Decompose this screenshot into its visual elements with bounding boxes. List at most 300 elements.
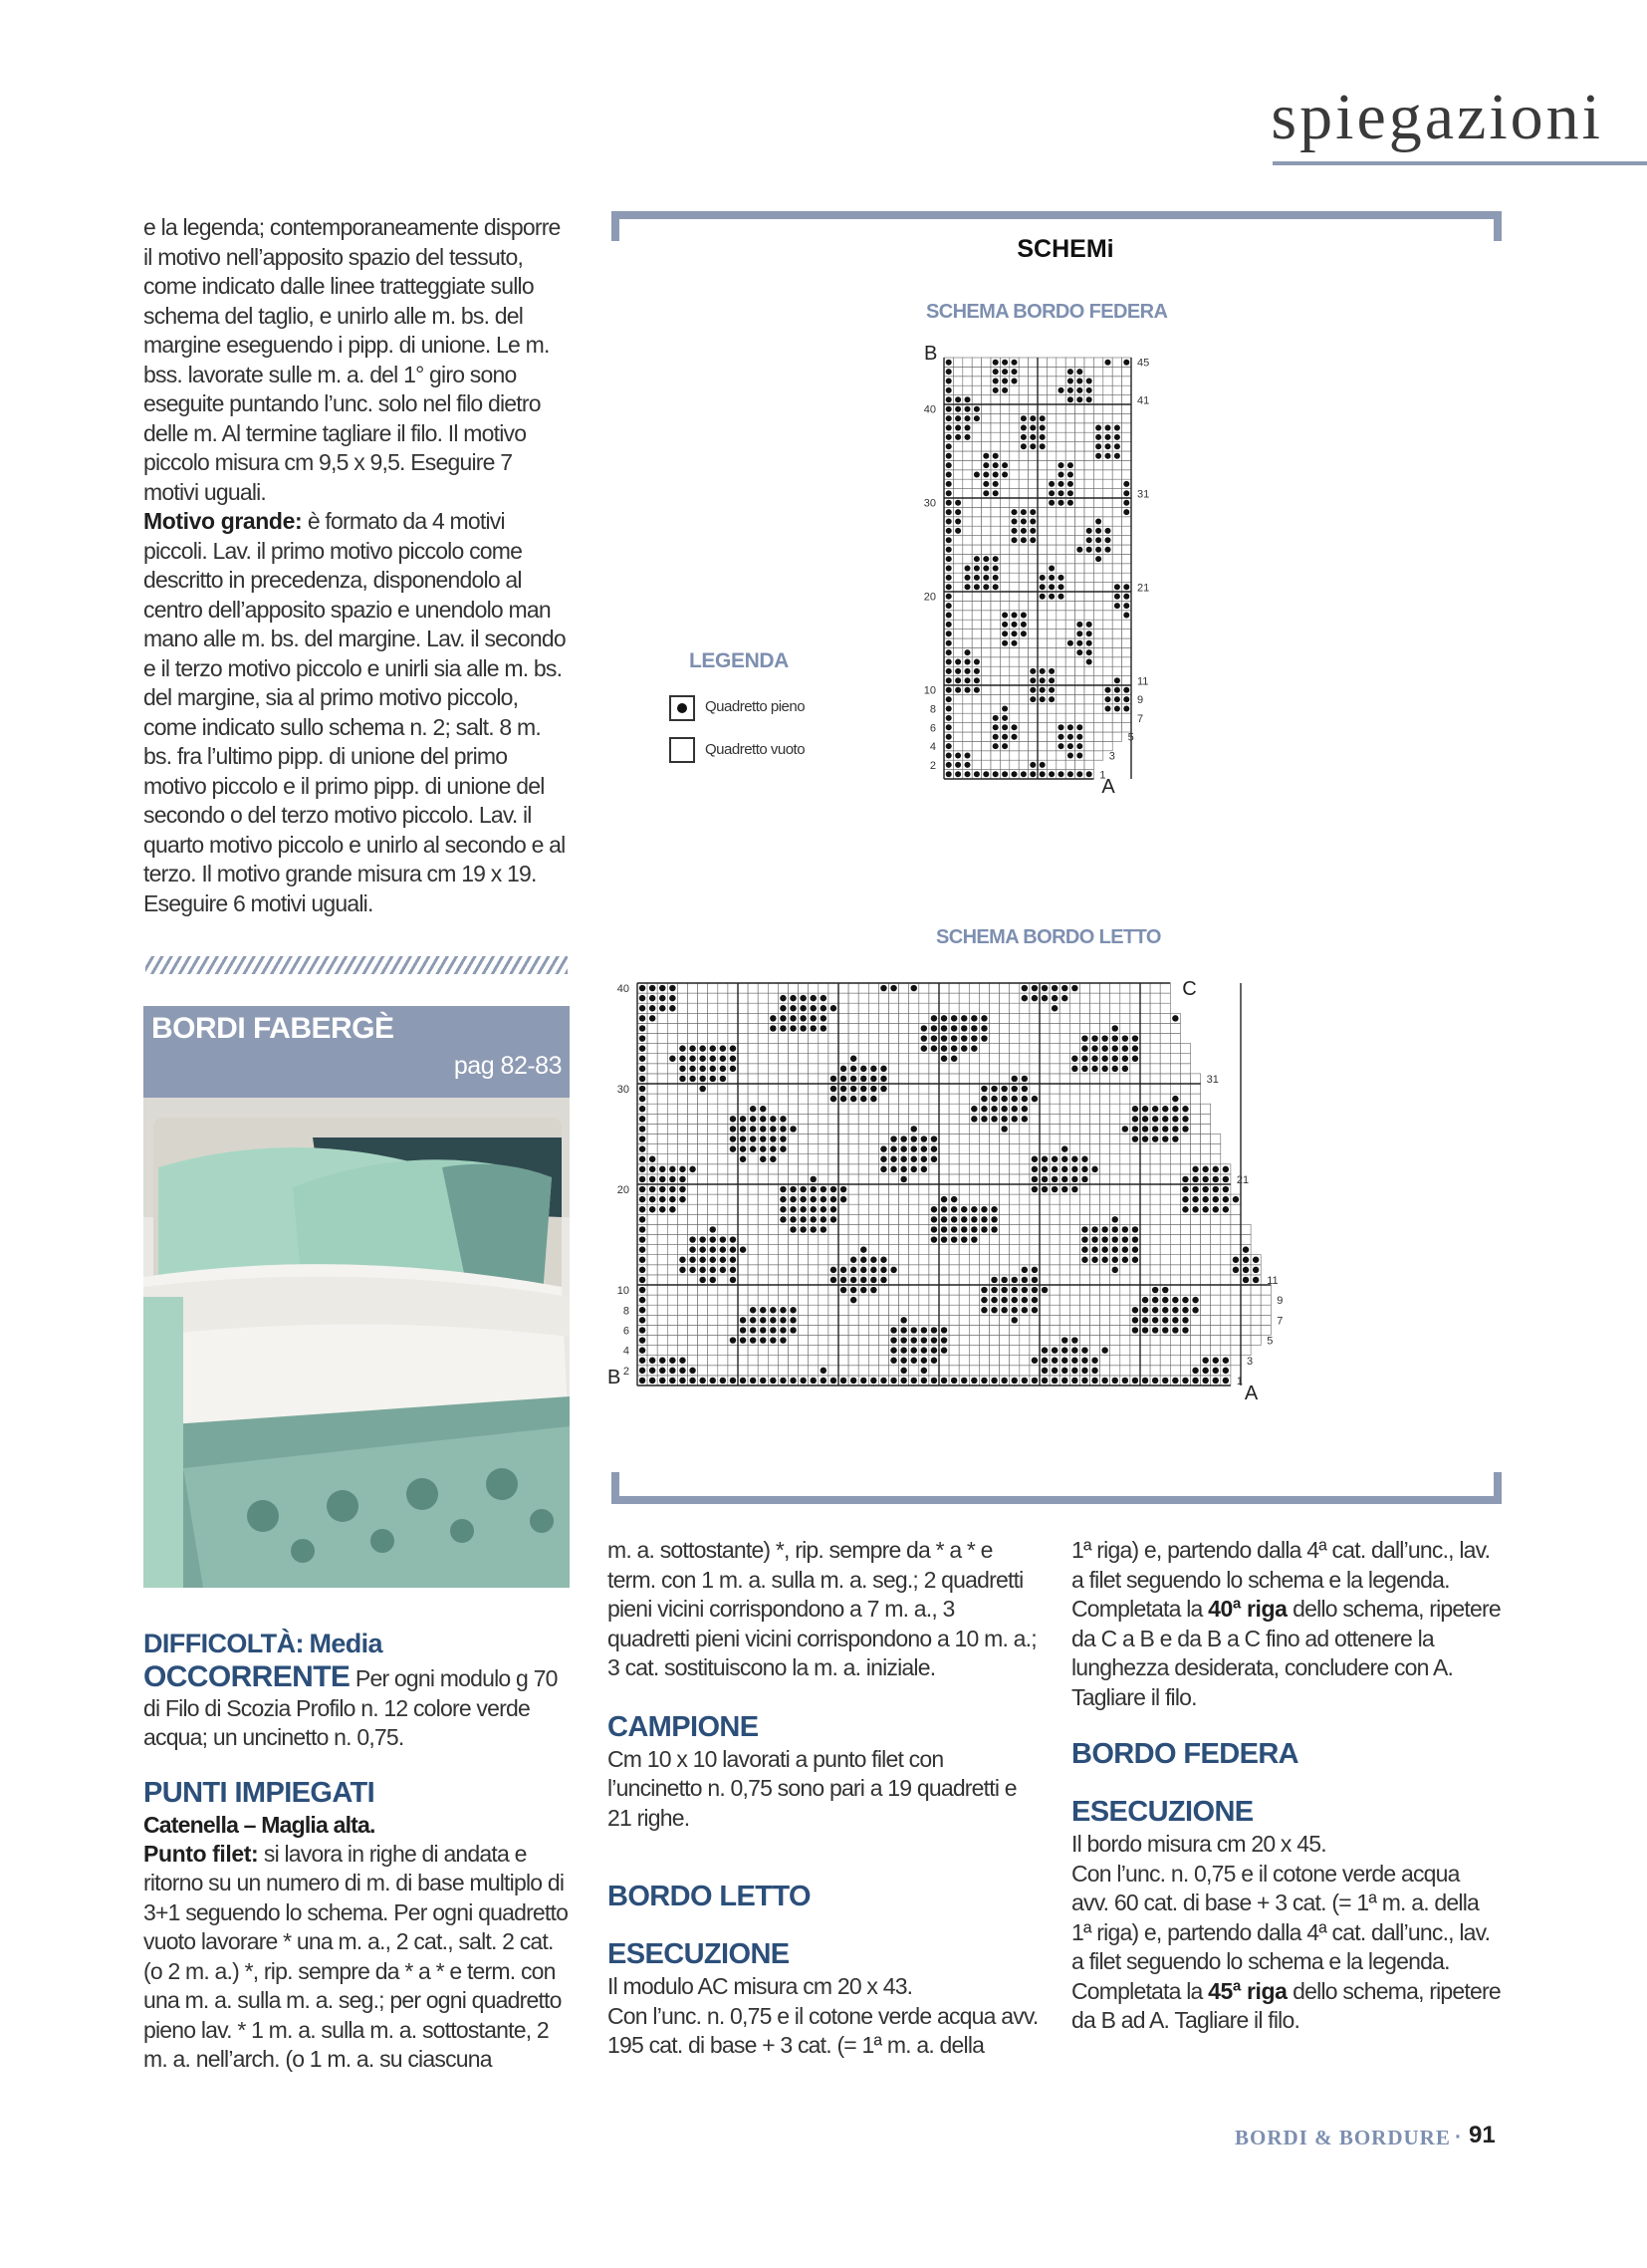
chart-cell	[758, 1255, 768, 1265]
filled-square-dot	[1142, 1116, 1148, 1122]
filled-square-dot	[1052, 1347, 1058, 1353]
chart-cell	[728, 1285, 738, 1295]
filled-square-dot	[1142, 1135, 1148, 1141]
chart-cell	[1079, 1315, 1089, 1325]
filled-square-dot	[1081, 1378, 1087, 1384]
chart-cell	[1065, 601, 1074, 610]
filled-square-dot	[639, 1287, 645, 1293]
chart-cell	[657, 1245, 667, 1255]
chart-cell	[949, 1346, 959, 1356]
filled-square-dot	[790, 1317, 796, 1323]
chart-cell	[982, 694, 991, 703]
filled-square-dot	[1123, 509, 1129, 515]
chart-cell	[929, 1054, 939, 1064]
chart-cell	[1103, 657, 1112, 666]
chart-cell	[1029, 573, 1038, 582]
chart-cell	[809, 1074, 819, 1084]
chart-cell	[990, 1356, 1000, 1366]
filled-square-dot	[639, 1015, 645, 1021]
filled-square-dot	[860, 1096, 866, 1102]
filled-square-dot	[1104, 705, 1110, 711]
filled-square-dot	[1022, 1287, 1028, 1293]
chart-cell	[1150, 1346, 1160, 1356]
filled-square-dot	[639, 1005, 645, 1011]
chart-cell	[1211, 1214, 1221, 1224]
filled-square-dot	[639, 1206, 645, 1212]
chart-cell	[1180, 1285, 1190, 1295]
chart-cell	[667, 1064, 677, 1074]
occorrente-text: Per ogni modulo g 70 di Filo di Scozia Profilo n. 12 colore verde acqua; un uncinetto n. 0,75.	[143, 1664, 558, 1750]
chart-cell	[1030, 1134, 1040, 1144]
chart-cell	[1100, 1114, 1110, 1124]
chart-cell	[667, 1305, 677, 1315]
chart-cell	[1019, 685, 1028, 694]
chart-cell	[969, 1074, 979, 1084]
filled-square-dot	[971, 1236, 977, 1242]
chart-cell	[1079, 1144, 1089, 1154]
chart-cell	[991, 592, 1000, 601]
chart-cell	[1069, 1114, 1079, 1124]
chart-cell	[1057, 620, 1065, 629]
chart-cell	[838, 1154, 848, 1164]
chart-cell	[1038, 713, 1047, 722]
chart-cell	[858, 1044, 868, 1054]
chart-cell	[1160, 1346, 1170, 1356]
chart-cell	[809, 1084, 819, 1094]
filled-square-dot	[1001, 1277, 1007, 1283]
filled-square-dot	[870, 1378, 876, 1384]
chart-cell	[1211, 1144, 1221, 1154]
chart-cell	[1010, 647, 1019, 656]
filled-square-dot	[850, 1267, 856, 1273]
chart-cell	[1122, 545, 1131, 554]
filled-square-dot	[993, 453, 999, 459]
chart-cell	[1103, 517, 1112, 526]
chart-cell	[1038, 451, 1047, 460]
chart-cell	[1103, 554, 1112, 563]
filled-square-dot	[1040, 434, 1046, 440]
chart-cell	[838, 1013, 848, 1023]
chart-cell	[1065, 713, 1074, 722]
chart-cell	[1170, 1044, 1180, 1054]
chart-cell	[889, 1305, 899, 1315]
chart-cell	[1090, 1084, 1100, 1094]
chart-cell	[1069, 1144, 1079, 1154]
chart-cell	[748, 1245, 758, 1255]
filled-square-dot	[1122, 1066, 1128, 1072]
chart-cell	[982, 620, 991, 629]
chart-cell	[959, 983, 969, 993]
filled-square-dot	[649, 1156, 655, 1162]
chart-cell	[1090, 1194, 1100, 1204]
chart-cell	[1160, 1265, 1170, 1275]
chart-cell	[1180, 1245, 1190, 1255]
chart-cell	[982, 657, 991, 666]
chart-cell	[1059, 1285, 1069, 1295]
chart-cell	[1019, 592, 1028, 601]
filled-square-dot	[1049, 575, 1055, 581]
chart-cell	[939, 983, 949, 993]
filled-square-dot	[941, 1035, 947, 1041]
chart-cell	[959, 1366, 969, 1376]
chart-cell	[972, 367, 981, 376]
filled-square-dot	[1021, 771, 1027, 777]
chart-cell	[1180, 1064, 1190, 1074]
chart-cell	[1112, 377, 1121, 385]
filled-square-dot	[840, 1378, 846, 1384]
filled-square-dot	[981, 1025, 987, 1031]
chart-cell	[979, 1184, 989, 1194]
chart-cell	[1030, 1124, 1040, 1134]
filled-square-dot	[993, 734, 999, 740]
chart-cell	[828, 993, 838, 1003]
chart-cell	[1019, 358, 1028, 367]
chart-cell	[1093, 647, 1102, 656]
chart-cell	[1100, 1285, 1110, 1295]
chart-cell	[838, 1295, 848, 1305]
chart-cell	[991, 611, 1000, 620]
chart-cell	[708, 1104, 718, 1114]
chart-cell	[1010, 983, 1020, 993]
chart-cell	[1019, 760, 1028, 769]
chart-cell	[728, 1214, 738, 1224]
chart-cell	[1065, 545, 1074, 554]
filled-square-dot	[1032, 985, 1038, 991]
filled-square-dot	[1091, 1056, 1097, 1062]
chart-cell	[848, 1245, 858, 1255]
chart-cell	[1075, 611, 1084, 620]
chart-cell	[1000, 507, 1009, 516]
filled-square-dot	[1076, 622, 1082, 628]
chart-cell	[1140, 1214, 1150, 1224]
filled-square-dot	[1076, 630, 1082, 636]
filled-square-dot	[1021, 518, 1027, 524]
chart-cell	[789, 1164, 799, 1174]
chart-cell	[1103, 732, 1112, 741]
chart-cell	[963, 630, 972, 638]
chart-cell	[1122, 676, 1131, 685]
filled-square-dot	[1182, 1196, 1188, 1202]
chart-cell	[738, 1295, 748, 1305]
chart-cell	[1050, 1265, 1059, 1275]
chart-cell	[1069, 1194, 1079, 1204]
filled-square-dot	[971, 1226, 977, 1232]
chart-cell	[1150, 1224, 1160, 1234]
filled-square-dot	[946, 360, 952, 366]
chart-cell	[1160, 1235, 1170, 1245]
chart-cell	[909, 1224, 919, 1234]
chart-cell	[1020, 1044, 1030, 1054]
filled-square-dot	[955, 677, 961, 683]
chart-cell	[799, 1285, 809, 1295]
chart-cell	[969, 993, 979, 1003]
filled-square-dot	[1022, 1307, 1028, 1313]
chart-cell	[1112, 395, 1121, 404]
filled-square-dot	[740, 1246, 746, 1252]
chart-cell	[728, 1184, 738, 1194]
chart-cell	[1020, 1184, 1030, 1194]
chart-cell	[889, 1003, 899, 1013]
chart-cell	[899, 1305, 909, 1315]
chart-cell	[919, 1094, 929, 1104]
chart-cell	[972, 442, 981, 451]
chart-cell	[1093, 385, 1102, 394]
chart-cell	[868, 1245, 878, 1255]
chart-cell	[1075, 564, 1084, 573]
chart-cell	[667, 1134, 677, 1144]
chart-cell	[1201, 1214, 1211, 1224]
filled-square-dot	[1172, 1096, 1178, 1102]
chart-cell	[982, 666, 991, 675]
chart-cell	[1251, 1315, 1261, 1325]
filled-square-dot	[946, 705, 952, 711]
chart-cell	[698, 983, 708, 993]
filled-square-dot	[1104, 696, 1110, 702]
filled-square-dot	[1202, 1176, 1208, 1182]
filled-square-dot	[946, 724, 952, 730]
chart-cell	[1010, 489, 1019, 498]
chart-cell	[991, 413, 1000, 422]
chart-cell	[963, 442, 972, 451]
filled-square-dot	[941, 1216, 947, 1222]
chart-cell	[688, 1285, 698, 1295]
chart-cell	[1110, 1154, 1120, 1164]
chart-cell	[939, 1245, 949, 1255]
chart-cell	[1090, 1124, 1100, 1134]
filled-square-dot	[993, 584, 999, 590]
chart-cell	[1140, 1074, 1150, 1084]
chart-cell	[677, 1305, 687, 1315]
chart-cell	[972, 694, 981, 703]
chart-cell	[1040, 1074, 1050, 1084]
filled-square-dot	[710, 1045, 716, 1051]
filled-square-dot	[1081, 1236, 1087, 1242]
chart-cell	[878, 1295, 888, 1305]
filled-square-dot	[1081, 1347, 1087, 1353]
chart-cell	[748, 1265, 758, 1275]
chart-cell	[1150, 1336, 1160, 1346]
chart-cell	[1120, 1134, 1130, 1144]
chart-cell	[1000, 1064, 1010, 1074]
chart-cell	[1059, 1295, 1069, 1305]
chart-cell	[1150, 1204, 1160, 1214]
chart-cell	[677, 1214, 687, 1224]
chart-cell	[1057, 751, 1065, 760]
chart-cell	[953, 647, 962, 656]
chart-cell	[878, 1305, 888, 1315]
filled-square-dot	[679, 1176, 685, 1182]
chart-cell	[1150, 1356, 1160, 1366]
chart-cell	[972, 760, 981, 769]
chart-cell	[718, 1336, 728, 1346]
chart-cell	[1065, 630, 1074, 638]
chart-cell	[889, 1104, 899, 1114]
chart-row-label-left: 4	[622, 1345, 629, 1358]
chart-cell	[1150, 1164, 1160, 1174]
chart-cell	[1093, 507, 1102, 516]
chart-cell	[1065, 704, 1074, 713]
filled-square-dot	[991, 1307, 997, 1313]
chart-cell	[738, 1084, 748, 1094]
chart-cell	[1000, 413, 1009, 422]
chart-cell	[1038, 460, 1047, 469]
chart-cell	[1079, 1214, 1089, 1224]
chart-cell	[1191, 1346, 1201, 1356]
filled-square-dot	[850, 1257, 856, 1263]
chart-cell	[1065, 526, 1074, 535]
chart-cell	[963, 723, 972, 732]
filled-square-dot	[921, 1025, 927, 1031]
filled-square-dot	[1049, 687, 1055, 693]
filled-square-dot	[1182, 1307, 1188, 1313]
chart-corner-label-c: C	[1182, 978, 1197, 1000]
chart-cell	[657, 1054, 667, 1064]
filled-square-dot	[720, 1267, 726, 1273]
chart-cell	[1019, 489, 1028, 498]
chart-cell	[1010, 1134, 1020, 1144]
chart-cell	[789, 1336, 799, 1346]
chart-cell	[1010, 498, 1019, 507]
chart-cell	[1038, 479, 1047, 488]
chart-cell	[1059, 1023, 1069, 1033]
filled-square-dot	[1122, 1045, 1128, 1051]
chart-cell	[1090, 1104, 1100, 1114]
chart-cell	[1100, 1084, 1110, 1094]
filled-square-dot	[1095, 424, 1101, 430]
chart-cell	[1019, 451, 1028, 460]
chart-cell	[1221, 1325, 1231, 1335]
chart-cell	[1122, 638, 1131, 647]
filled-square-dot	[1162, 1126, 1168, 1132]
chart-cell	[963, 713, 972, 722]
filled-square-dot	[946, 743, 952, 749]
filled-square-dot	[1233, 1267, 1239, 1273]
chart-cell	[1084, 460, 1093, 469]
chart-cell	[1079, 1104, 1089, 1114]
chart-cell	[1112, 732, 1121, 741]
filled-square-dot	[946, 406, 952, 412]
chart-cell	[972, 620, 981, 629]
chart-cell	[868, 1134, 878, 1144]
chart-cell	[1059, 1124, 1069, 1134]
filled-square-dot	[770, 1327, 776, 1333]
chart-cell	[991, 666, 1000, 675]
chart-cell	[718, 1184, 728, 1194]
chart-cell	[1140, 1003, 1150, 1013]
filled-square-dot	[921, 1135, 927, 1141]
chart-cell	[979, 1003, 989, 1013]
chart-cell	[1038, 526, 1047, 535]
filled-square-dot	[860, 1246, 866, 1252]
chart-cell	[718, 1164, 728, 1174]
chart-cell	[982, 367, 991, 376]
chart-cell	[1093, 377, 1102, 385]
chart-cell	[1010, 1325, 1020, 1335]
chart-cell	[909, 1305, 919, 1315]
chart-cell	[953, 451, 962, 460]
chart-cell	[959, 1174, 969, 1184]
filled-square-dot	[971, 1045, 977, 1051]
chart-cell	[667, 1285, 677, 1295]
chart-cell	[1047, 507, 1056, 516]
chart-cell	[858, 1104, 868, 1114]
chart-cell	[1130, 1214, 1140, 1224]
chart-cell	[789, 1074, 799, 1084]
filled-square-dot	[710, 1076, 716, 1082]
filled-square-dot	[830, 1196, 836, 1202]
chart-cell	[1069, 1214, 1079, 1224]
filled-square-dot	[1001, 1307, 1007, 1313]
chart-cell	[1047, 732, 1056, 741]
chart-cell	[789, 1094, 799, 1104]
chart-cell	[949, 1255, 959, 1265]
filled-square-dot	[1061, 1378, 1067, 1384]
chart-cell	[1150, 1214, 1160, 1224]
chart-cell	[953, 460, 962, 469]
chart-cell	[899, 1194, 909, 1204]
filled-square-dot	[659, 1206, 665, 1212]
chart-cell	[718, 1094, 728, 1104]
chart-cell	[1180, 1074, 1190, 1084]
chart-cell	[1103, 470, 1112, 479]
chart-cell	[848, 1184, 858, 1194]
chart-cell	[819, 1255, 828, 1265]
chart-cell	[909, 1084, 919, 1094]
chart-cell	[778, 1174, 788, 1184]
chart-cell	[1010, 713, 1019, 722]
chart-cell	[1093, 704, 1102, 713]
chart-cell	[799, 1255, 809, 1265]
chart-cell	[1000, 1023, 1010, 1033]
chart-cell	[1231, 1214, 1241, 1224]
chart-cell	[657, 1034, 667, 1044]
filled-square-dot	[993, 490, 999, 496]
chart-cell	[1065, 432, 1074, 441]
chart-cell	[1112, 564, 1121, 573]
filled-square-dot	[1122, 1246, 1128, 1252]
filled-square-dot	[1112, 1257, 1118, 1263]
filled-square-dot	[699, 1246, 705, 1252]
chart-cell	[982, 536, 991, 545]
chart-cell	[929, 1305, 939, 1315]
chart-cell	[1029, 395, 1038, 404]
chart-cell	[1050, 1074, 1059, 1084]
chart-cell	[799, 983, 809, 993]
filled-square-dot	[941, 1347, 947, 1353]
chart-cell	[939, 1184, 949, 1194]
filled-square-dot	[951, 1045, 957, 1051]
chart-cell	[1047, 536, 1056, 545]
filled-square-dot	[679, 1378, 685, 1384]
chart-cell	[1047, 741, 1056, 750]
chart-cell	[1040, 1144, 1050, 1154]
chart-cell	[1019, 713, 1028, 722]
filled-square-dot	[1122, 1378, 1128, 1384]
filled-square-dot	[880, 1378, 886, 1384]
chart-cell	[1040, 1295, 1050, 1305]
chart-cell	[1057, 545, 1065, 554]
filled-square-dot	[1030, 443, 1036, 449]
filled-square-dot	[964, 396, 970, 402]
chart-cell	[698, 1144, 708, 1154]
filled-square-dot	[800, 995, 806, 1001]
chart-cell	[758, 983, 768, 993]
filled-square-dot	[1101, 1226, 1107, 1232]
chart-cell	[1084, 732, 1093, 741]
chart-corner-label-a: A	[1101, 776, 1115, 798]
filled-square-dot	[1067, 462, 1073, 468]
chart-cell	[929, 1094, 939, 1104]
